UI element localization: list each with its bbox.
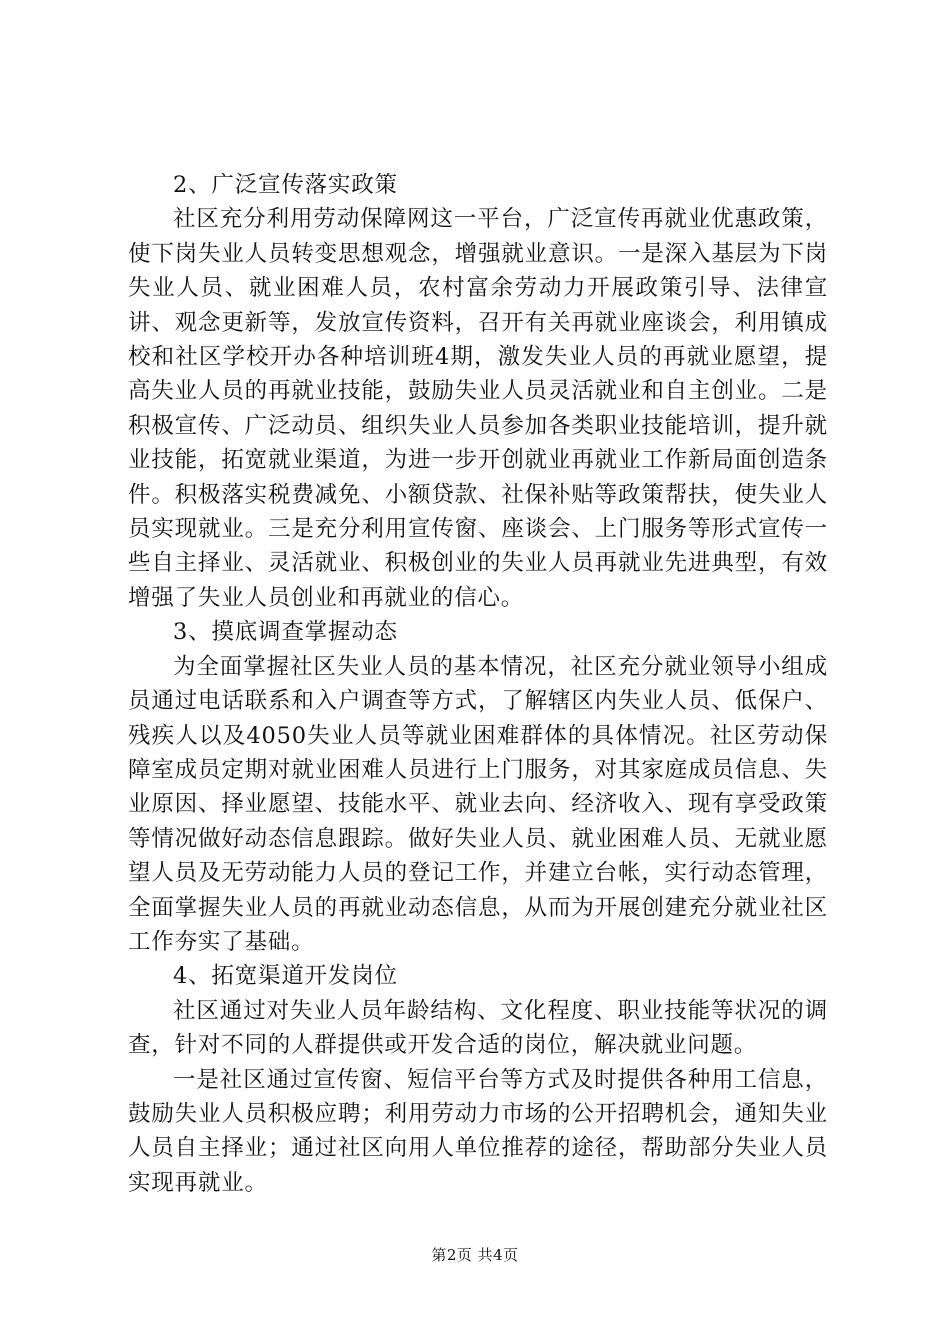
paragraph: 一是社区通过宣传窗、短信平台等方式及时提供各种用工信息，鼓励失业人员积极应聘；利用劳动力市场的公开招聘机会，通知失业人员自主择业；通过社区向用人单位推荐的途径，帮助部分失业人员实现再就业。 xyxy=(128,1066,828,1196)
page-number-footer: 第2页 共4页 xyxy=(431,1246,519,1264)
document-body xyxy=(128,168,828,1200)
paragraph: 为全面掌握社区失业人员的基本情况，社区充分就业领导小组成员通过电话联系和入户调查等方式，了解辖区内失业人员、低保户、残疾人以及4050失业人员等就业困难群体的具体情况。社区劳动保障室成员定期对就业困难人员进行上门服务，对其家庭成员信息、失业原因、择业愿望、技能水平、就业去向、经济收入、现有享受政策等情况做好动态信息跟踪。做好失业人员、就业困难人员、无就业愿望人员及无劳动能力人员的登记工作，并建立台帐，实行动态管理，全面掌握失业人员的再就业动态信息，从而为开展创建充分就业社区工作夯实了基础。 xyxy=(128,653,828,955)
section-heading: 2、广泛宣传落实政策 xyxy=(173,172,398,198)
paragraph: 社区充分利用劳动保障网这一平台，广泛宣传再就业优惠政策，使下岗失业人员转变思想观念，增强就业意识。一是深入基层为下岗失业人员、就业困难人员，农村富余劳动力开展政策引导、法律宣讲、观念更新等，发放宣传资料，召开有关再就业座谈会，利用镇成校和社区学校开办各种培训班4期，激发失业人员的再就业愿望，提高失业人员的再就业技能，鼓励失业人员灵活就业和自主创业。二是积极宣传、广泛动员、组织失业人员参加各类职业技能培训，提升就业技能，拓宽就业渠道，为进一步开创就业再就业工作新局面创造条件。积极落实税费减免、小额贷款、社保补贴等政策帮扶，使失业人员实现就业。三是充分利用宣传窗、座谈会、上门服务等形式宣传一些自主择业、灵活就业、积极创业的失业人员再就业先进典型，有效增强了失业人员创业和再就业的信心。 xyxy=(128,206,828,611)
paragraph: 社区通过对失业人员年龄结构、文化程度、职业技能等状况的调查，针对不同的人群提供或开发合适的岗位，解决就业问题。 xyxy=(128,997,828,1059)
section-heading: 4、拓宽渠道开发岗位 xyxy=(173,963,398,990)
section-heading: 3、摸底调查掌握动态 xyxy=(173,619,398,646)
